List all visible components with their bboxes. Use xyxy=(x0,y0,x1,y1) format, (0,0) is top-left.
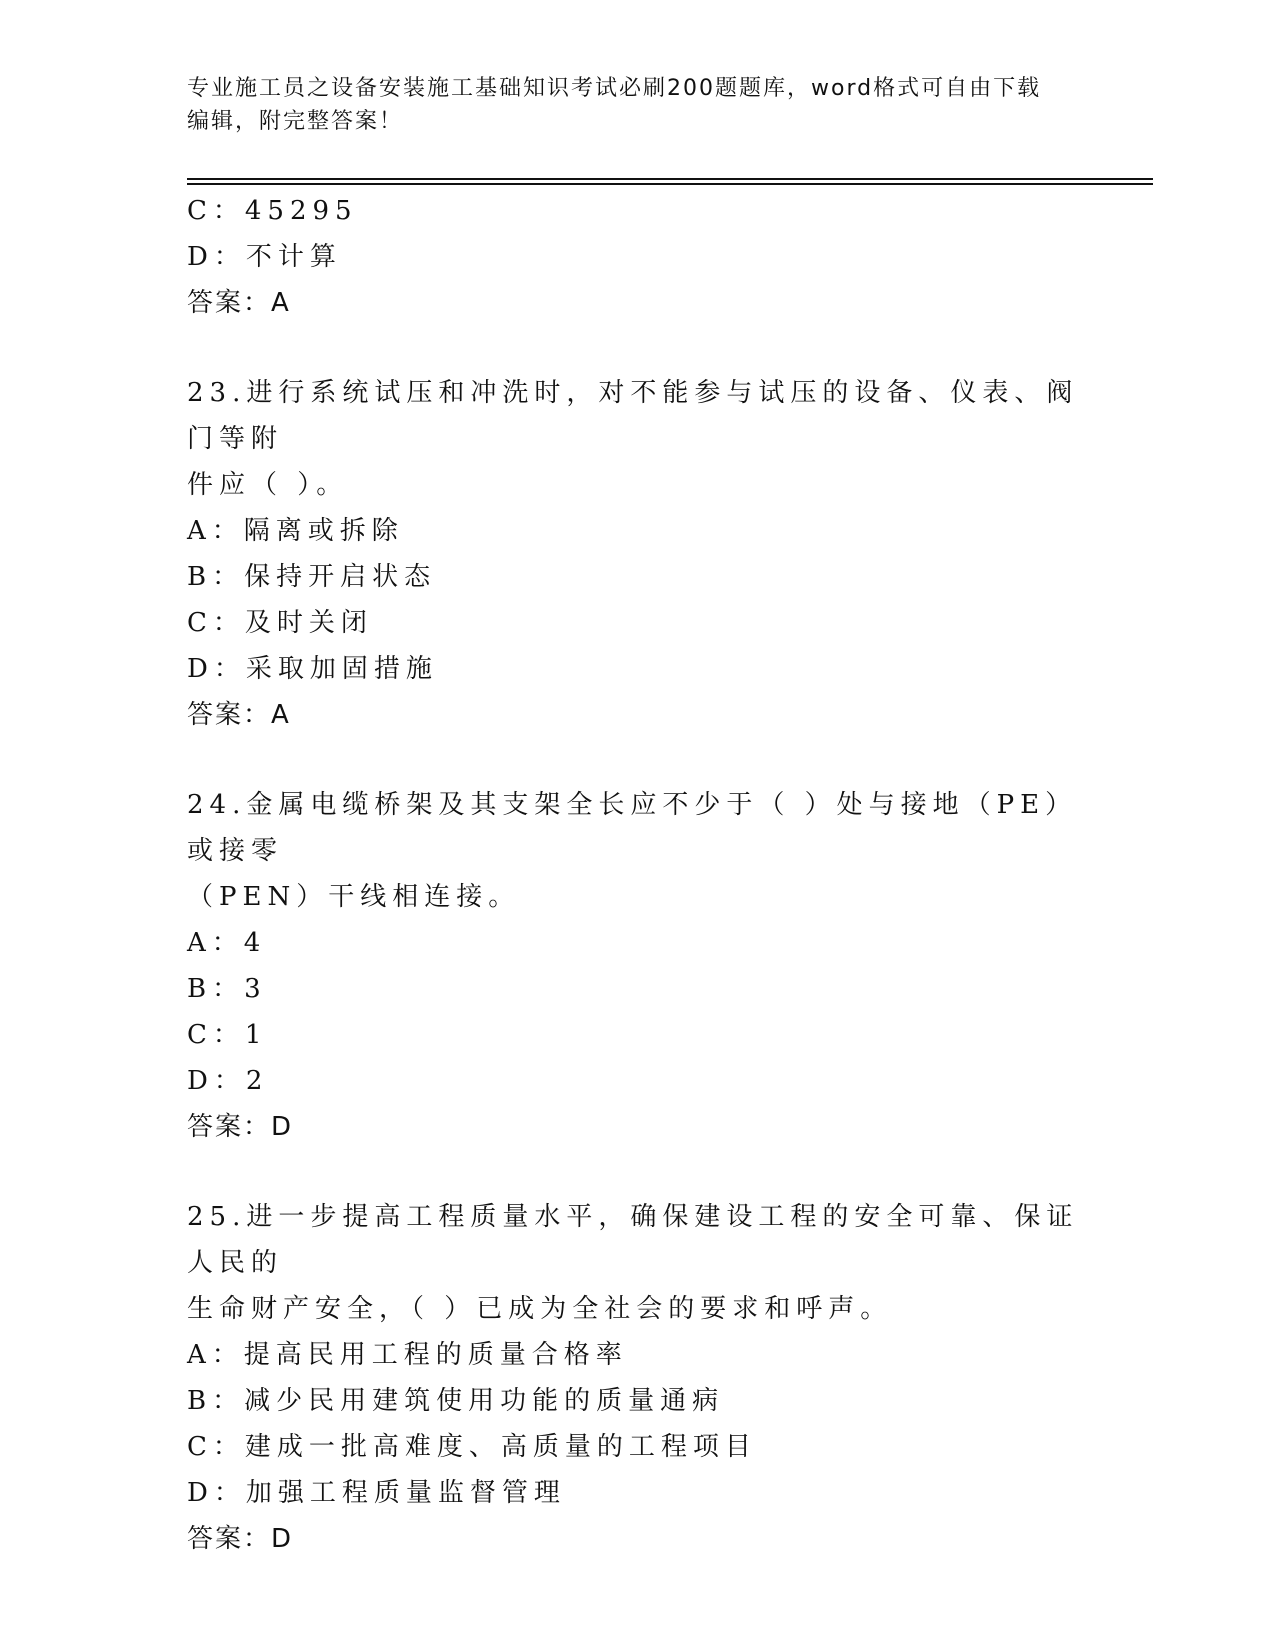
question-spacer xyxy=(187,1150,1087,1194)
question-22-tail xyxy=(187,188,1087,326)
question-spacer xyxy=(187,738,1087,782)
answer-line: 答案：A xyxy=(187,700,291,730)
option-a: A：隔离或拆除 xyxy=(187,516,404,546)
question-stem-line: 件应（ ）。 xyxy=(187,470,349,500)
option-b: B：保持开启状态 xyxy=(187,562,437,592)
answer-line: 答案：D xyxy=(187,1524,294,1554)
question-list xyxy=(187,188,1087,1562)
option-d: D：采取加固措施 xyxy=(187,654,438,684)
question-24 xyxy=(187,782,1087,1150)
question-23 xyxy=(187,370,1087,738)
header-title-line-2: 编辑，附完整答案！ xyxy=(187,109,404,134)
option-d: D：不计算 xyxy=(187,242,342,272)
option-c: C：建成一批高难度、高质量的工程项目 xyxy=(187,1432,757,1462)
question-stem-line: （PEN）干线相连接。 xyxy=(187,882,521,912)
question-stem-line: 23.进行系统试压和冲洗时，对不能参与试压的设备、仪表、阀门等附 xyxy=(187,378,1079,454)
option-d: D：2 xyxy=(187,1066,269,1096)
option-b: B：减少民用建筑使用功能的质量通病 xyxy=(187,1386,725,1416)
header-divider-top xyxy=(187,178,1153,180)
option-a: A：提高民用工程的质量合格率 xyxy=(187,1340,628,1370)
question-stem-line: 生命财产安全，（ ）已成为全社会的要求和呼声。 xyxy=(187,1294,893,1324)
header-title-line-1: 专业施工员之设备安装施工基础知识考试必刷200题题库，word格式可自由下载 xyxy=(187,76,1042,101)
answer-line: 答案：D xyxy=(187,1112,294,1142)
option-d: D：加强工程质量监督管理 xyxy=(187,1478,566,1508)
option-c: C：及时关闭 xyxy=(187,608,373,638)
question-spacer xyxy=(187,326,1087,370)
question-stem-line: 24.金属电缆桥架及其支架全长应不少于（ ）处与接地（PE）或接零 xyxy=(187,790,1078,866)
question-stem-line: 25.进一步提高工程质量水平，确保建设工程的安全可靠、保证人民的 xyxy=(187,1202,1079,1278)
question-25 xyxy=(187,1194,1087,1562)
page-header xyxy=(187,72,1087,138)
answer-line: 答案：A xyxy=(187,288,291,318)
option-c: C：1 xyxy=(187,1020,268,1050)
header-divider-bottom xyxy=(187,183,1153,185)
option-b: B：3 xyxy=(187,974,267,1004)
option-a: A：4 xyxy=(187,928,267,958)
option-c: C：45295 xyxy=(187,196,358,226)
